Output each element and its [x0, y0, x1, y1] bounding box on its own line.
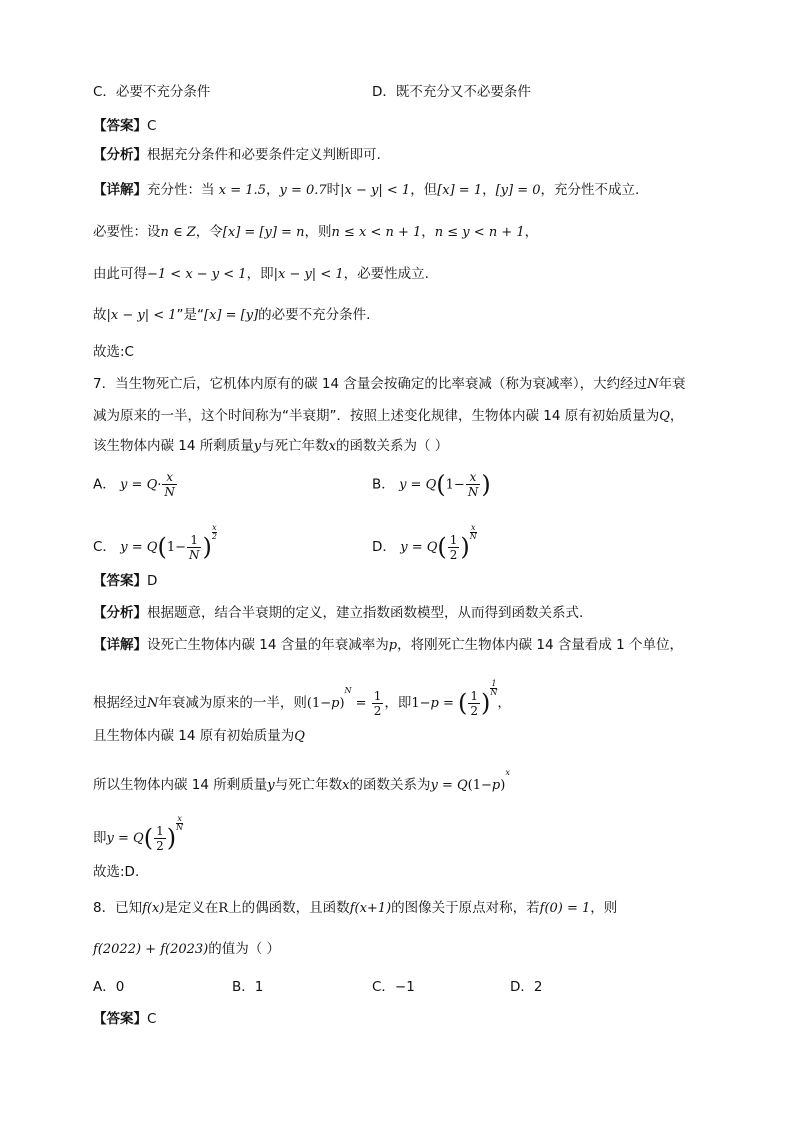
math: = — [437, 778, 457, 793]
math: y = 0.7 — [279, 183, 327, 198]
math: (1− — [306, 696, 332, 711]
option-label: A． — [93, 476, 116, 493]
math: n ≤ y < n + 1 — [434, 225, 525, 240]
q6-answer — [93, 116, 156, 136]
math: ) — [166, 824, 177, 852]
q7-detail-line2: 根据经过N年衰减为原来的一半，则$(1-p)^N$ = $\frac{1}{2}$ ，即1−p = ( $\frac{1}{2}$ ) $\frac{1}{N}$ ， — [93, 679, 511, 718]
math: ) — [481, 470, 491, 499]
math: ( — [437, 533, 447, 561]
math: ) — [481, 689, 491, 717]
text: 上的偶函数，且函数 — [228, 900, 350, 916]
q8-option-c: C．−1 — [372, 979, 415, 995]
q7-stem-line2 — [93, 406, 683, 427]
text: ，则 — [590, 900, 618, 916]
text: 7．当生物死亡后，它机体内原有的碳 14 含量会按确定的比率衰减（称为衰减率），大约经过 — [93, 376, 648, 392]
text: ，即 — [384, 695, 412, 711]
math: N — [647, 377, 659, 392]
text: 由此可得 — [93, 266, 147, 282]
q6-detail-line4 — [93, 305, 370, 326]
analysis-text: 根据题意，结合半衰期的定义，建立指数函数模型，从而得到函数关系式. — [147, 605, 584, 621]
text: 的必要不充分条件. — [258, 307, 371, 323]
text: 8．已知 — [93, 900, 143, 916]
text: 时 — [326, 182, 341, 198]
text: ，必要性成立. — [343, 266, 429, 282]
math: ) — [460, 533, 470, 561]
text: ，将刚死亡生物体内碳 14 含量看成 1 个单位， — [397, 637, 684, 653]
q6-option-c: C．必要不充分条件 — [93, 84, 211, 100]
q8-option-b: B．1 — [232, 979, 264, 995]
exponent: $\frac{x}{N}$ — [176, 814, 184, 832]
math: y — [430, 778, 438, 793]
answer-value: C — [147, 1011, 157, 1027]
text: 必要性：设 — [93, 224, 161, 240]
math: Q — [146, 540, 158, 555]
q7-option-d — [372, 524, 477, 562]
q8-stem-line2 — [93, 939, 280, 960]
math: f(0) = 1 — [539, 901, 591, 916]
q6-option-d: D．既不充分又不必要条件 — [372, 84, 531, 100]
math: p — [331, 696, 340, 711]
text: 充分性：当 — [147, 182, 215, 198]
q8-stem-line1 — [93, 898, 617, 919]
q7-detail-line1 — [93, 635, 683, 656]
math: 1− — [445, 477, 465, 493]
q8-answer — [93, 1009, 156, 1029]
q7-detail-line3 — [93, 726, 305, 747]
math: ) — [339, 696, 345, 711]
option-label: C． — [93, 539, 116, 555]
math: 1− — [166, 540, 186, 555]
math: = — [127, 540, 147, 555]
math: x = 1.5 — [218, 183, 266, 198]
exponent: $\frac{x}{2}$ — [211, 523, 217, 541]
answer-tag: 【答案】 — [93, 1011, 147, 1027]
q7-option-b — [372, 470, 491, 499]
text: ，充分性不成立. — [540, 182, 640, 198]
math: |x − y| < 1 — [106, 308, 177, 323]
answer-value: D — [147, 573, 158, 589]
math: [x] = [y] — [204, 308, 259, 323]
text: 的图像关于原点对称，若 — [391, 900, 540, 916]
fraction: $\frac{x}{N}$ — [467, 470, 479, 499]
math: y — [253, 439, 262, 454]
exponent: N — [344, 686, 352, 695]
text: 与死亡年数 — [261, 438, 329, 454]
text: 所以生物体内碳 14 所剩质量 — [93, 777, 268, 793]
math: Q — [425, 477, 437, 493]
math: f(x+1) — [349, 901, 392, 916]
math: [y] = 0 — [495, 183, 541, 198]
answer-tag: 【答案】 — [93, 573, 147, 589]
q6-detail-line2: 必要性：设n ∈ Z，令[x] = [y] = n，则n ≤ x < n + 1，n ≤ y < n + 1， — [93, 224, 539, 240]
option-b-formula: y — [399, 477, 407, 493]
math: Q — [146, 477, 158, 493]
text: 年衰减为原来的一半，则 — [158, 695, 307, 711]
text: 该生物体内碳 14 所剩质量 — [93, 438, 254, 454]
math: |x − y| < 1 — [340, 183, 411, 198]
math: = — [406, 477, 426, 493]
math: ( — [143, 824, 154, 852]
fraction: $\frac{1}{2}$ — [470, 688, 479, 718]
text: ，令 — [195, 224, 223, 240]
fraction: $\frac{1}{N}$ — [188, 532, 200, 562]
q6-detail-line1: 【详解】充分性：当 x = 1.5，y = 0.7时|x − y| < 1，但[x] = 1，[y] = 0，充分性不成立. — [93, 182, 640, 198]
math: = — [438, 696, 459, 711]
text: 与死亡年数 — [274, 777, 343, 793]
detail-tag: 【详解】 — [93, 182, 147, 198]
text: 年衰 — [658, 376, 686, 392]
text: 的函数关系为（ ） — [335, 438, 449, 454]
answer-tag: 【答案】 — [93, 118, 147, 134]
math: n ≤ x < n + 1 — [331, 225, 422, 240]
math: [x] = 1 — [437, 183, 483, 198]
math: Q — [659, 409, 670, 424]
analysis-tag: 【分析】 — [93, 147, 147, 163]
q8-option-d: D．2 — [510, 979, 543, 995]
math: = — [127, 477, 147, 493]
fraction: $\frac{1}{2}$ — [373, 688, 382, 718]
text: 故 — [93, 307, 107, 323]
q7-answer — [93, 571, 157, 591]
text: 减为原来的一半，这个时间称为“半衰期”．按照上述变化规律，生物体内碳 14 原有初始质量为 — [93, 408, 660, 424]
q6-analysis — [93, 145, 381, 165]
math: Q — [294, 729, 305, 744]
math: ) — [202, 533, 212, 561]
math: −1 < x − y < 1 — [147, 267, 247, 282]
text: ”是“ — [176, 307, 205, 323]
math: y — [267, 778, 275, 793]
math: x — [328, 439, 336, 454]
exponent: $\frac{x}{N}$ — [469, 523, 477, 541]
q7-option-c — [93, 524, 217, 562]
q7-option-a — [93, 470, 178, 499]
math: x — [342, 778, 350, 793]
option-a-formula: y — [120, 477, 128, 493]
q7-detail-line4 — [93, 763, 510, 796]
text: 根据经过 — [93, 695, 147, 711]
math: (1− — [467, 778, 492, 793]
option-d-formula: y — [400, 540, 408, 555]
math: p — [491, 778, 501, 793]
fraction: $\frac{1}{2}$ — [156, 823, 164, 853]
math: ( — [157, 533, 167, 561]
math: Q — [426, 540, 438, 555]
math: = — [407, 540, 427, 555]
option-c-formula: y — [120, 540, 128, 555]
answer-value: C — [147, 118, 157, 134]
math: |x − y| < 1 — [273, 267, 344, 282]
math: p — [388, 638, 398, 653]
math: Q — [133, 831, 144, 846]
detail-tag: 【详解】 — [93, 637, 147, 653]
exponent: $\frac{1}{N}$ — [490, 679, 498, 697]
math: R — [218, 901, 229, 916]
q6-detail-line3 — [93, 264, 429, 285]
fraction: $\frac{1}{2}$ — [449, 532, 458, 562]
text: ，则 — [304, 224, 332, 240]
q8-option-a: A．0 — [93, 979, 125, 995]
text: ，即 — [246, 266, 274, 282]
q7-analysis — [93, 603, 583, 623]
math: ( — [458, 689, 468, 717]
math: 1− — [411, 696, 431, 711]
exponent: x — [505, 768, 510, 777]
math: = — [351, 696, 371, 711]
analysis-tag: 【分析】 — [93, 605, 147, 621]
option-label: D． — [372, 539, 396, 555]
math: N — [147, 696, 159, 711]
option-label: B． — [372, 476, 395, 493]
text: 的值为（ ） — [208, 941, 281, 957]
math: Q — [457, 778, 468, 793]
math: y — [106, 831, 114, 846]
q6-choose: 故选:C — [93, 344, 134, 360]
text: 是定义在 — [164, 900, 219, 916]
math: f(x) — [142, 901, 165, 916]
math: ( — [436, 470, 446, 499]
math: f(2022) + f(2023) — [93, 942, 209, 957]
math: n ∈ Z — [160, 225, 196, 240]
math: = — [113, 831, 134, 846]
math: ) — [500, 778, 506, 793]
analysis-text: 根据充分条件和必要条件定义判断即可. — [147, 147, 381, 163]
text: 且生物体内碳 14 原有初始质量为 — [93, 728, 295, 744]
q7-stem-line1 — [93, 374, 685, 395]
math: p — [430, 696, 439, 711]
text: ， — [669, 408, 684, 424]
math: · — [157, 477, 162, 493]
q7-choose: 故选:D. — [93, 864, 140, 880]
text: ，但 — [410, 182, 438, 198]
q7-stem-line3 — [93, 436, 448, 457]
text: 的函数关系为 — [349, 777, 431, 793]
q7-detail-line5 — [93, 815, 183, 853]
text: 设死亡生物体内碳 14 含量的年衰减率为 — [147, 637, 389, 653]
math: [x] = [y] = n — [222, 225, 305, 240]
text: 即 — [93, 830, 107, 846]
fraction: $\frac{x}{N}$ — [164, 470, 175, 499]
